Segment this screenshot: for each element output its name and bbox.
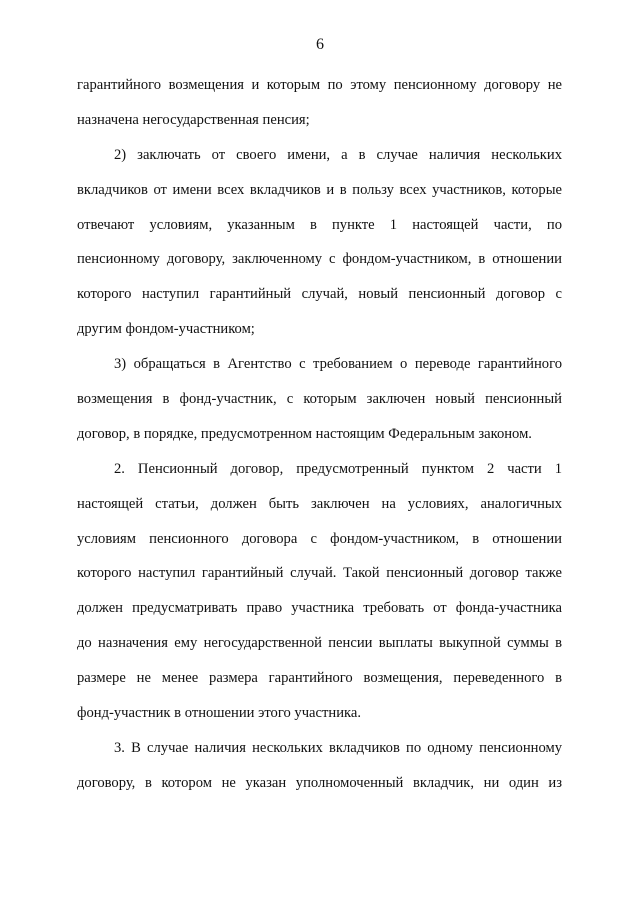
text-line: фонд-участник в отношении этого участника. — [77, 705, 361, 722]
text-line: гарантийного возмещения и которым по этому пенсионному договору не — [77, 77, 562, 93]
text-line: размере не менее размера гарантийного возмещения, переведенного в — [77, 670, 562, 687]
text-line: которого наступил гарантийный случай, новый пенсионный договор с — [77, 286, 562, 303]
text-line: 2. Пенсионный договор, предусмотренный пунктом 2 части 1 — [114, 460, 562, 477]
text-line: 2) заключать от своего имени, а в случае наличия нескольких — [114, 146, 562, 163]
text-line: договор, в порядке, предусмотренном настоящим Федеральным законом. — [77, 425, 532, 442]
text-line: вкладчиков от имени всех вкладчиков и в пользу всех участников, которые — [77, 181, 562, 198]
text-line: назначена негосударственная пенсия; — [77, 111, 310, 128]
text-line: до назначения ему негосударственной пенсии выплаты выкупной суммы в — [77, 635, 562, 652]
text-line: возмещения в фонд-участник, с которым заключен новый пенсионный — [77, 391, 562, 408]
text-line: которого наступил гарантийный случай. Такой пенсионный договор также — [77, 565, 562, 582]
text-line: 3) обращаться в Агентство с требованием о переводе гарантийного — [114, 356, 562, 373]
text-line: отвечают условиям, указанным в пункте 1 настоящей части, по — [77, 216, 562, 233]
text-line: договору, в котором не указан уполномоченный вкладчик, ни один из — [77, 774, 562, 791]
text-line: настоящей статьи, должен быть заключен на условиях, аналогичных — [77, 495, 562, 512]
text-line: пенсионному договору, заключенному с фондом-участником, в отношении — [77, 251, 562, 268]
page-number: 6 — [316, 36, 324, 53]
document-body — [77, 68, 562, 801]
text-line: 3. В случае наличия нескольких вкладчиков по одному пенсионному — [114, 739, 562, 756]
text-line: условиям пенсионного договора с фондом-участником, в отношении — [77, 530, 562, 547]
text-line: другим фондом-участником; — [77, 321, 255, 338]
text-line: должен предусматривать право участника требовать от фонда-участника — [77, 600, 562, 617]
